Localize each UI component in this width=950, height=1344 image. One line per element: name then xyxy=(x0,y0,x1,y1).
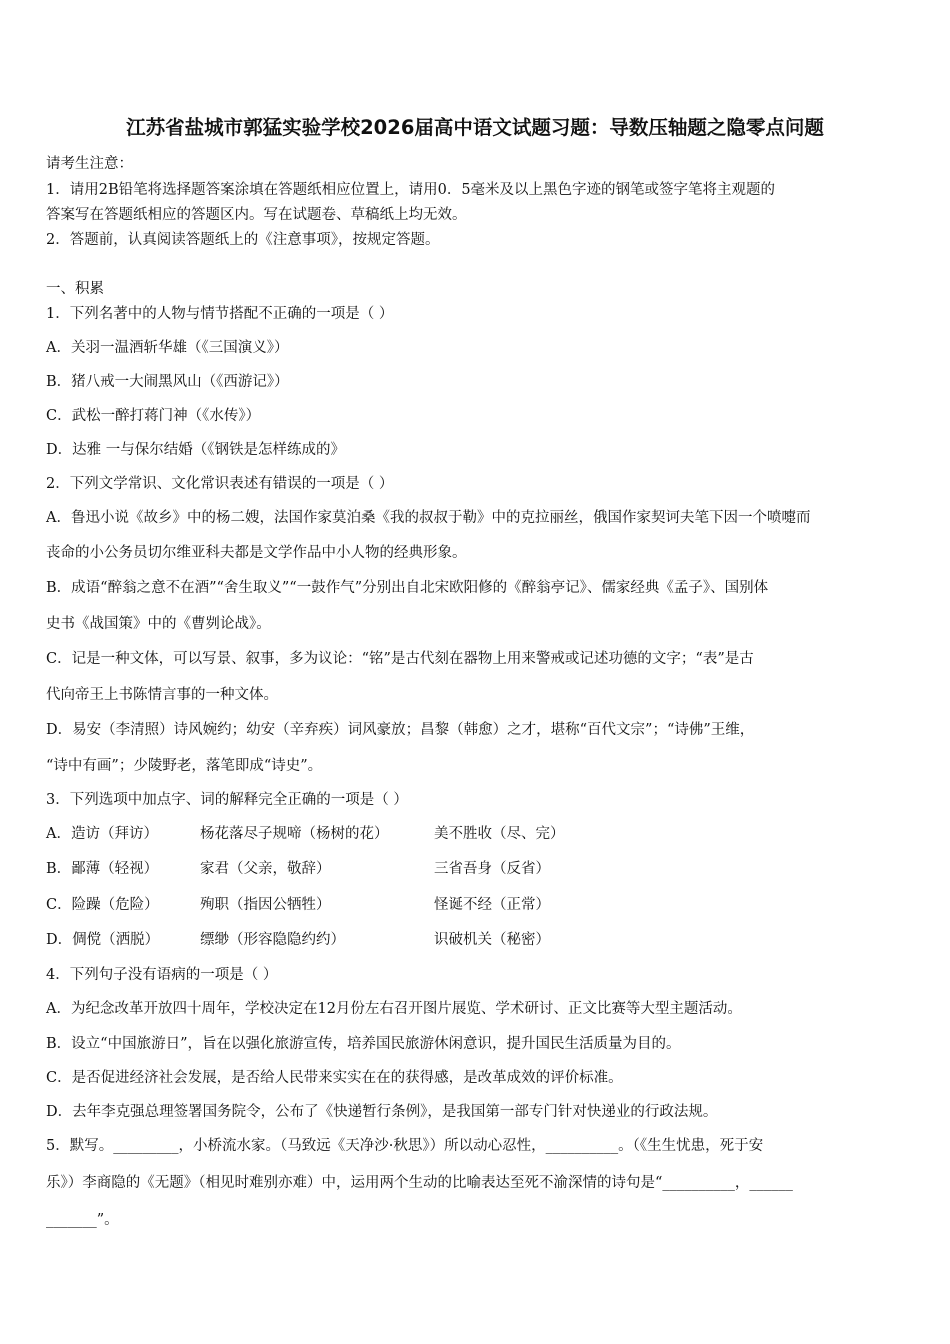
q1-stem: 1．下列名著中的人物与情节搭配不正确的一项是（ ） xyxy=(46,306,394,322)
section-heading: 一、积累 xyxy=(46,281,104,297)
q3-stem: 3．下列选项中加点字、词的解释完全正确的一项是（ ） xyxy=(46,792,408,808)
notice-item-1-line-2: 答案写在答题纸相应的答题区内。写在试题卷、草稿纸上均无效。 xyxy=(46,207,467,223)
q4-option-d: D．去年李克强总理签署国务院令，公布了《快递暂行条例》，是我国第一部专门针对快递业的行政法规。 xyxy=(46,1104,718,1120)
q3-row-d-col-2: 缥缈（形容隐隐约约） xyxy=(200,932,345,948)
q2-option-c-line-1: C．记是一种文体，可以写景、叙事，多为议论：“铭”是古代刻在器物上用来警戒或记述功德的文字；“表”是古 xyxy=(46,651,754,667)
q4-option-c: C．是否促进经济社会发展，是否给人民带来实实在在的获得感，是改革成效的评价标准。 xyxy=(46,1070,623,1086)
q1-option-d: D．达雅 一与保尔结婚（《钢铁是怎样练成的》 xyxy=(46,442,345,458)
q1-option-b: B．猪八戒一大闹黑风山（《西游记》） xyxy=(46,374,289,390)
q3-row-b-col-2: 家君（父亲，敬辞） xyxy=(200,861,331,877)
q2-option-d-line-1: D．易安（李清照）诗风婉约；幼安（辛弃疾）词风豪放；昌黎（韩愈）之才，堪称“百代文宗”；“诗佛”王维， xyxy=(46,722,755,738)
q2-option-c-line-2: 代向帝王上书陈情言事的一种文体。 xyxy=(46,687,278,703)
q4-option-a: A．为纪念改革开放四十周年，学校决定在12月份左右召开图片展览、学术研讨、正文比赛等大型主题活动。 xyxy=(46,1001,742,1017)
q2-option-a-line-2: 丧命的小公务员切尔维亚科夫都是文学作品中小人物的经典形象。 xyxy=(46,545,467,561)
q1-option-a: A．关羽一温酒斩华雄（《三国演义》） xyxy=(46,340,289,356)
q3-row-c-col-1: C．险躁（危险） xyxy=(46,897,159,913)
notice-item-1-line-1: 1．请用2B铅笔将选择题答案涂填在答题纸相应位置上，请用0．5毫米及以上黑色字迹的钢笔或签字笔将主观题的 xyxy=(46,182,776,198)
q5-line-2: 乐》）李商隐的《无题》（相见时难别亦难）中，运用两个生动的比喻表达至死不渝深情的诗句是“__________，______ xyxy=(46,1175,793,1191)
q2-option-d-line-2: “诗中有画”；少陵野老，落笔即成“诗史”。 xyxy=(46,758,323,774)
q2-option-b-line-2: 史书《战国策》中的《曹刿论战》。 xyxy=(46,616,271,632)
q3-row-c-col-3: 怪诞不经（正常） xyxy=(434,897,550,913)
q2-option-a-line-1: A．鲁迅小说《故乡》中的杨二嫂，法国作家莫泊桑《我的叔叔于勒》中的克拉丽丝，俄国作家契诃夫笔下因一个喷嚏而 xyxy=(46,510,811,526)
q3-row-d-col-3: 识破机关（秘密） xyxy=(434,932,550,948)
q3-row-a-col-3: 美不胜收（尽、完） xyxy=(434,826,565,842)
q3-row-c-col-2: 殉职（指因公牺牲） xyxy=(200,897,331,913)
page-title: 江苏省盐城市郭猛实验学校2026届高中语文试题习题：导数压轴题之隐零点问题 xyxy=(126,116,824,139)
q3-row-a-col-1: A．造访（拜访） xyxy=(46,826,158,842)
q3-row-b-col-1: B．鄙薄（轻视） xyxy=(46,861,159,877)
q2-option-b-line-1: B．成语“醉翁之意不在酒”“舍生取义”“一鼓作气”分别出自北宋欧阳修的《醉翁亭记》、儒家经典《孟子》、国别体 xyxy=(46,580,769,596)
q5-line-1: 5．默写。_________，小桥流水家。（马致远《天净沙·秋思》）所以动心忍性，__________。（《生生忧患，死于安 xyxy=(46,1138,764,1154)
q4-stem: 4．下列句子没有语病的一项是（ ） xyxy=(46,967,278,983)
q5-line-3: _______”。 xyxy=(46,1212,119,1228)
q4-option-b: B．设立“中国旅游日”，旨在以强化旅游宣传，培养国民旅游休闲意识，提升国民生活质量为目的。 xyxy=(46,1036,681,1052)
notice-item-2: 2．答题前，认真阅读答题纸上的《注意事项》，按规定答题。 xyxy=(46,232,440,248)
q2-stem: 2．下列文学常识、文化常识表述有错误的一项是（ ） xyxy=(46,476,394,492)
q3-row-a-col-2: 杨花落尽子规啼（杨树的花） xyxy=(200,826,389,842)
q1-option-c: C．武松一醉打蒋门神（《水传》） xyxy=(46,408,261,424)
q3-row-d-col-1: D．倜傥（洒脱） xyxy=(46,932,160,948)
notice-heading: 请考生注意： xyxy=(46,156,133,172)
q3-row-b-col-3: 三省吾身（反省） xyxy=(434,861,550,877)
